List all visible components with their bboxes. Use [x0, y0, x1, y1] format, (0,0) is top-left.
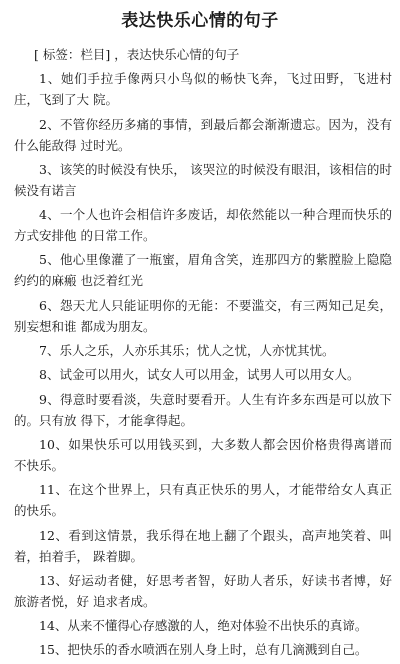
sentence-paragraph: 9、得意时要看淡，失意时要看开。人生有许多东西是可以放下的。只有放 得下，才能拿得起。 [14, 391, 392, 428]
sentence-paragraph: 15、把快乐的香水喷洒在别人身上时，总有几滴溅到自己。 [39, 642, 368, 658]
sentence-paragraph: 4、一个人也许会相信许多废话，却依然能以一种合理而快乐的方式安排他 的日常工作。 [14, 207, 392, 244]
sentence-paragraph: 2、不管你经历多痛的事情，到最后都会渐渐遗忘。因为，没有什么能敌得 过时光。 [14, 116, 392, 153]
sentence-paragraph: 13、好运动者健，好思考者智，好助人者乐，好读书者博，好旅游者悦，好 追求者成。 [14, 572, 392, 609]
tags-line: [ 标签：栏目] ，表达快乐心情的句子 [34, 47, 240, 62]
document-body [14, 44, 392, 664]
sentence-paragraph: 10、如果快乐可以用钱买到，大多数人都会因价格贵得离谱而不快乐。 [14, 436, 392, 473]
sentence-paragraph: 1、她们手拉手像两只小鸟似的畅快飞奔，飞过田野，飞进村庄，飞到了大 院。 [14, 71, 392, 108]
sentence-paragraph: 3、该笑的时候没有快乐， 该哭泣的时候没有眼泪，该相信的时候没有诺言 [14, 161, 392, 198]
sentence-paragraph: 12、看到这情景，我乐得在地上翻了个跟头，高声地笑着、叫着，拍着手， 跺着脚。 [14, 527, 392, 564]
sentence-paragraph: 7、乐人之乐，人亦乐其乐；忧人之忧，人亦忧其忧。 [39, 343, 335, 359]
sentence-paragraph: 11、在这个世界上，只有真正快乐的男人，才能带给女人真正的快乐。 [14, 482, 392, 519]
sentence-paragraph: 8、试金可以用火，试女人可以用金，试男人可以用女人。 [39, 367, 360, 383]
sentence-paragraph: 5、他心里像灌了一瓶蜜，眉角含笑，连那四方的紫膛脸上隐隐约约的麻瘢 也泛着红光 [14, 252, 392, 289]
document-title: 表达快乐心情的句子 [121, 11, 279, 31]
sentence-paragraph: 14、从来不懂得心存感激的人，绝对体验不出快乐的真谛。 [39, 618, 368, 634]
sentence-paragraph: 6、怨天尤人只能证明你的无能：不要滥交，有三两知己足矣，别妄想和谁 都成为朋友。 [14, 297, 392, 334]
